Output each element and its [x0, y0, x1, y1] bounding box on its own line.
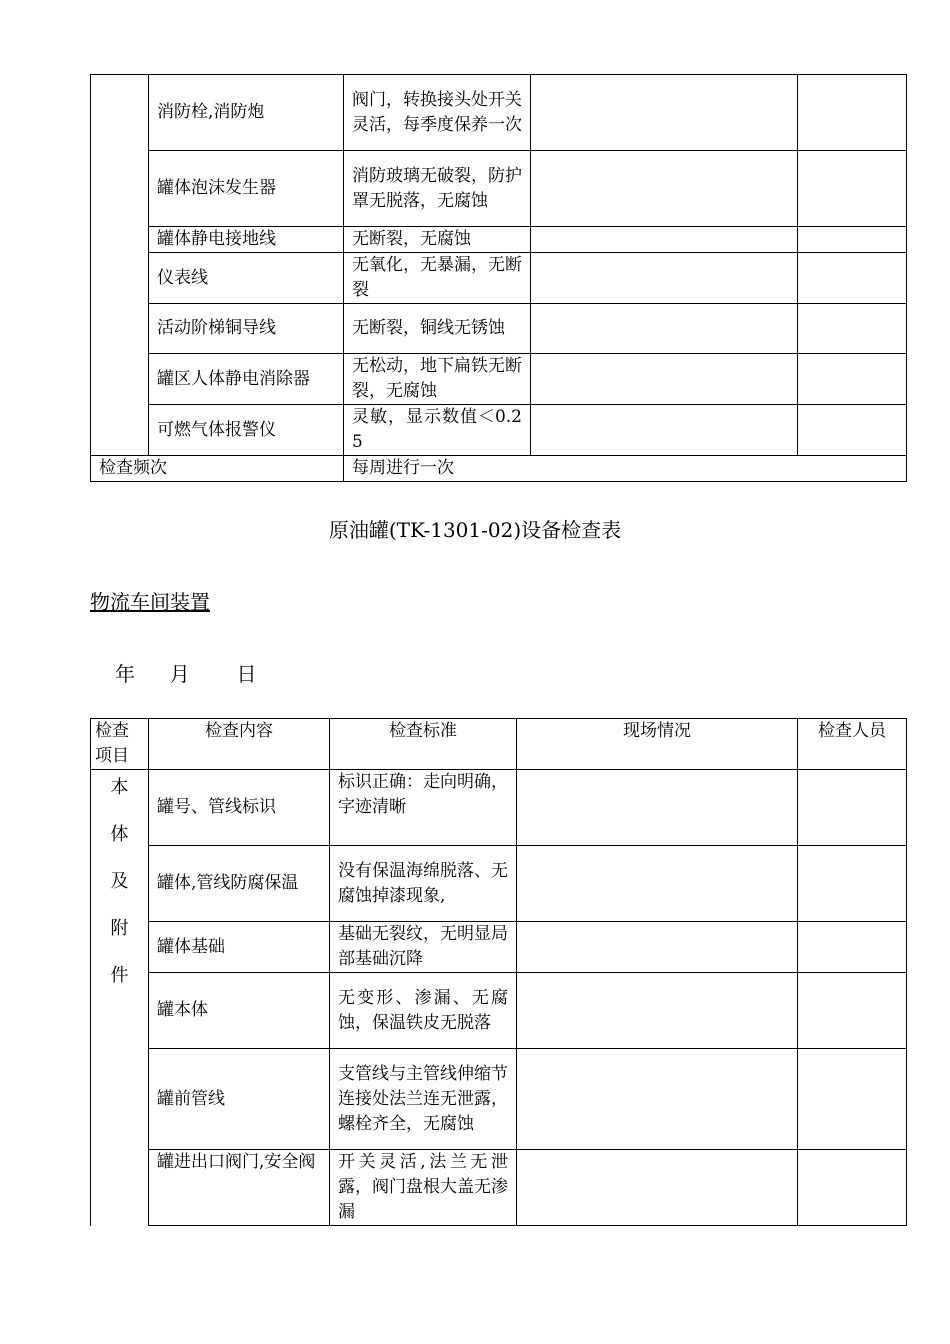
inspector-cell[interactable]: [798, 151, 907, 227]
inspector-cell[interactable]: [798, 1150, 907, 1226]
inspector-cell[interactable]: [798, 227, 907, 253]
category-cell: [91, 770, 149, 1226]
check-standard: 无松动，地下扁铁无断裂，无腐蚀: [344, 354, 531, 405]
check-item: 罐区人体静电消除器: [149, 354, 344, 405]
check-item: 消防栓,消防炮: [149, 75, 344, 151]
date-year: 年: [115, 662, 135, 686]
category-char: 本: [110, 777, 129, 798]
situation-cell[interactable]: [531, 75, 798, 151]
check-item: 罐体基础: [149, 922, 330, 973]
check-item: 可燃气体报警仪: [149, 405, 344, 456]
situation-cell[interactable]: [531, 304, 798, 354]
unit-name: 物流车间装置: [90, 590, 210, 614]
header-project: 检查项目: [91, 719, 149, 770]
frequency-label: 检查频次: [91, 456, 344, 482]
check-standard: 无变形、渗漏、无腐蚀，保温铁皮无脱落: [330, 973, 517, 1049]
frequency-value: 每周进行一次: [344, 456, 907, 482]
check-standard: 支管线与主管线伸缩节连接处法兰连无泄露，螺栓齐全，无腐蚀: [330, 1049, 517, 1150]
situation-cell[interactable]: [517, 973, 798, 1049]
situation-cell[interactable]: [531, 354, 798, 405]
inspector-cell[interactable]: [798, 922, 907, 973]
inspector-cell[interactable]: [798, 846, 907, 922]
inspector-cell[interactable]: [798, 770, 907, 846]
header-content: 检查内容: [149, 719, 330, 770]
check-standard: 开关灵活,法兰无泄露，阀门盘根大盖无渗漏: [330, 1150, 517, 1226]
inspector-cell[interactable]: [798, 304, 907, 354]
check-item: 活动阶梯铜导线: [149, 304, 344, 354]
category-cell-empty: [91, 75, 149, 456]
situation-cell[interactable]: [531, 227, 798, 253]
inspector-cell[interactable]: [798, 75, 907, 151]
date-month: 月: [169, 662, 190, 686]
check-standard: 无断裂，无腐蚀: [344, 227, 531, 253]
check-standard: 消防玻璃无破裂，防护罩无脱落，无腐蚀: [344, 151, 531, 227]
header-inspector: 检查人员: [798, 719, 907, 770]
category-char: 附: [110, 918, 129, 939]
check-item: 罐进出口阀门,安全阀: [149, 1150, 330, 1226]
inspector-cell[interactable]: [798, 354, 907, 405]
situation-cell[interactable]: [531, 151, 798, 227]
inspector-cell[interactable]: [798, 973, 907, 1049]
check-item: 罐体,管线防腐保温: [149, 846, 330, 922]
check-standard: 标识正确：走向明确，字迹清晰: [330, 770, 517, 846]
category-char: 件: [110, 965, 129, 986]
check-item: 罐前管线: [149, 1049, 330, 1150]
date-line: [115, 660, 256, 688]
check-standard: 阀门，转换接头处开关灵活，每季度保养一次: [344, 75, 531, 151]
inspector-cell[interactable]: [798, 253, 907, 304]
situation-cell[interactable]: [517, 1150, 798, 1226]
inspector-cell[interactable]: [798, 405, 907, 456]
inspection-table-continued: [90, 74, 907, 482]
check-item: 罐号、管线标识: [149, 770, 330, 846]
check-standard: 基础无裂纹，无明显局部基础沉降: [330, 922, 517, 973]
header-situation: 现场情况: [517, 719, 798, 770]
check-item: 罐体泡沫发生器: [149, 151, 344, 227]
situation-cell[interactable]: [517, 846, 798, 922]
check-standard: 无氧化，无暴漏，无断裂: [344, 253, 531, 304]
situation-cell[interactable]: [517, 922, 798, 973]
category-char: 及: [110, 871, 129, 892]
check-standard: 无断裂，铜线无锈蚀: [344, 304, 531, 354]
inspection-table: [90, 718, 907, 1226]
situation-cell[interactable]: [517, 770, 798, 846]
situation-cell[interactable]: [531, 253, 798, 304]
check-item: 罐本体: [149, 973, 330, 1049]
check-standard: 灵敏，显示数值＜0.25: [344, 405, 531, 456]
inspector-cell[interactable]: [798, 1049, 907, 1150]
page-title: 原油罐(TK-1301-02)设备检查表: [328, 518, 622, 542]
check-item: 罐体静电接地线: [149, 227, 344, 253]
category-char: 体: [110, 824, 129, 845]
situation-cell[interactable]: [531, 405, 798, 456]
situation-cell[interactable]: [517, 1049, 798, 1150]
check-standard: 没有保温海绵脱落、无腐蚀掉漆现象,: [330, 846, 517, 922]
check-item: 仪表线: [149, 253, 344, 304]
header-standard: 检查标准: [330, 719, 517, 770]
date-day: 日: [236, 662, 257, 686]
